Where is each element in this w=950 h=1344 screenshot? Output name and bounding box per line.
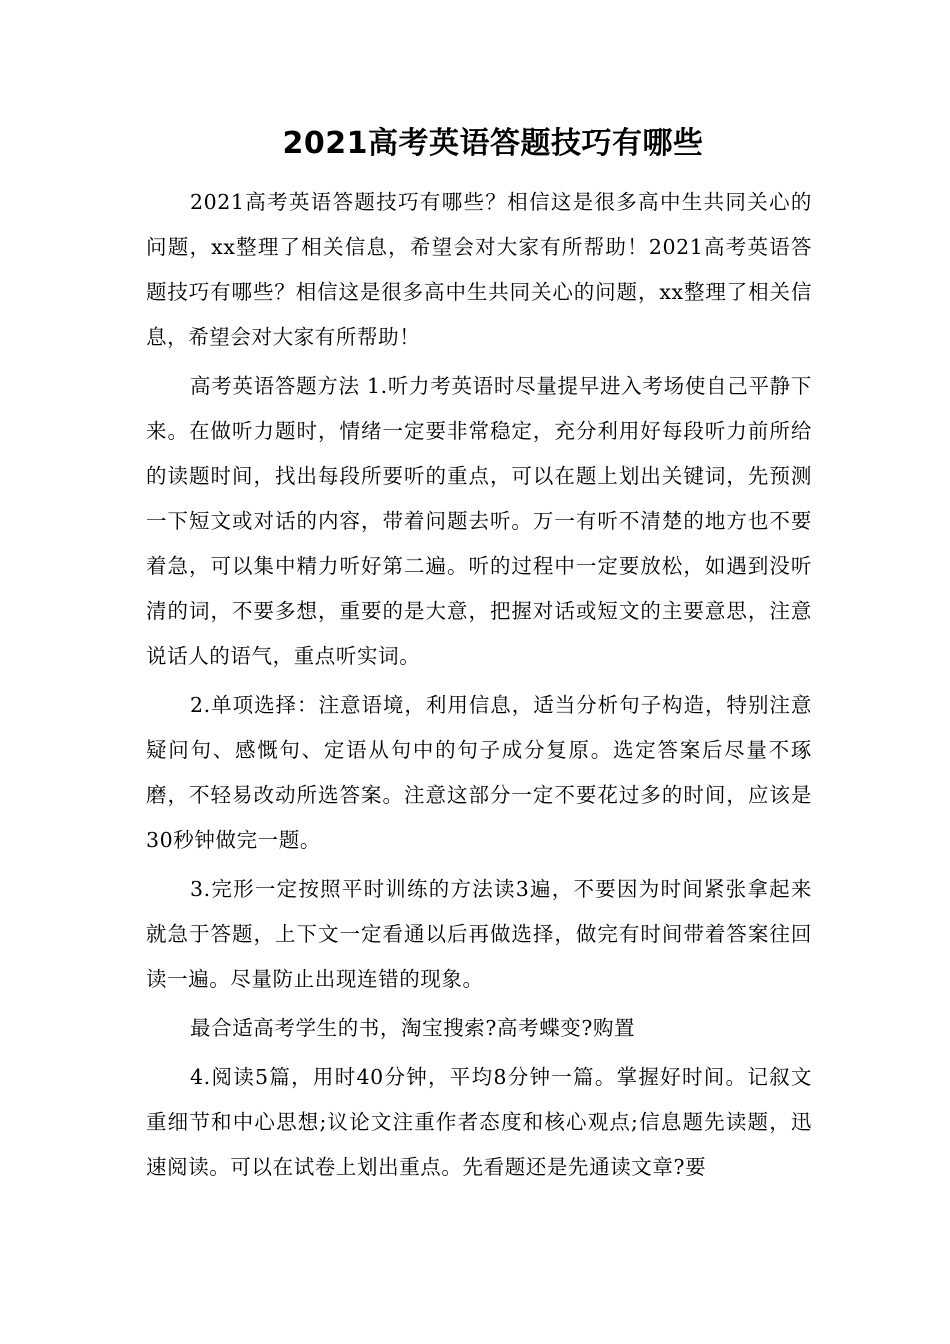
paragraph-reading: 4.阅读5篇，用时40分钟，平均8分钟一篇。掌握好时间。记叙文重细节和中心思想;议论文注重作者态度和核心观点;信息题先读题，迅速阅读。可以在试卷上划出重点。先看题还是先通读文章?要 (146, 1065, 813, 1179)
paragraph-cloze: 3.完形一定按照平时训练的方法读3遍，不要因为时间紧张拿起来就急于答题，上下文一定看通以后再做选择，做完有时间带着答案往回读一遍。尽量防止出现连错的现象。 (146, 877, 812, 991)
document-title: 2021高考英语答题技巧有哪些 (282, 126, 704, 161)
document-page (146, 118, 812, 1194)
paragraph-listening: 高考英语答题方法 1.听力考英语时尽量提早进入考场使自己平静下来。在做听力题时，情绪一定要非常稳定，充分利用好每段听力前所给的读题时间，找出每段所要听的重点，可以在题上划出关键词，先预测一下短文或对话的内容，带着问题去听。万一有听不清楚的地方也不要着急，可以集中精力听好第二遍。听的过程中一定要放松，如遇到没听清的词，不要多想，重要的是大意，把握对话或短文的主要意思，注意说话人的语气，重点听实词。 (146, 374, 812, 668)
paragraph-book-ad: 最合适高考学生的书，淘宝搜索?高考蝶变?购置 (190, 1016, 636, 1040)
paragraph-single-choice: 2.单项选择：注意语境，利用信息，适当分析句子构造，特别注意疑问句、感慨句、定语从句中的句子成分复原。选定答案后尽量不琢磨，不轻易改动所选答案。注意这部分一定不要花过多的时间，应该是30秒钟做完一题。 (146, 693, 812, 852)
paragraph-intro: 2021高考英语答题技巧有哪些？相信这是很多高中生共同关心的问题，xx整理了相关信息，希望会对大家有所帮助！2021高考英语答题技巧有哪些？相信这是很多高中生共同关心的问题，xx整理了相关信息，希望会对大家有所帮助！ (146, 190, 812, 349)
